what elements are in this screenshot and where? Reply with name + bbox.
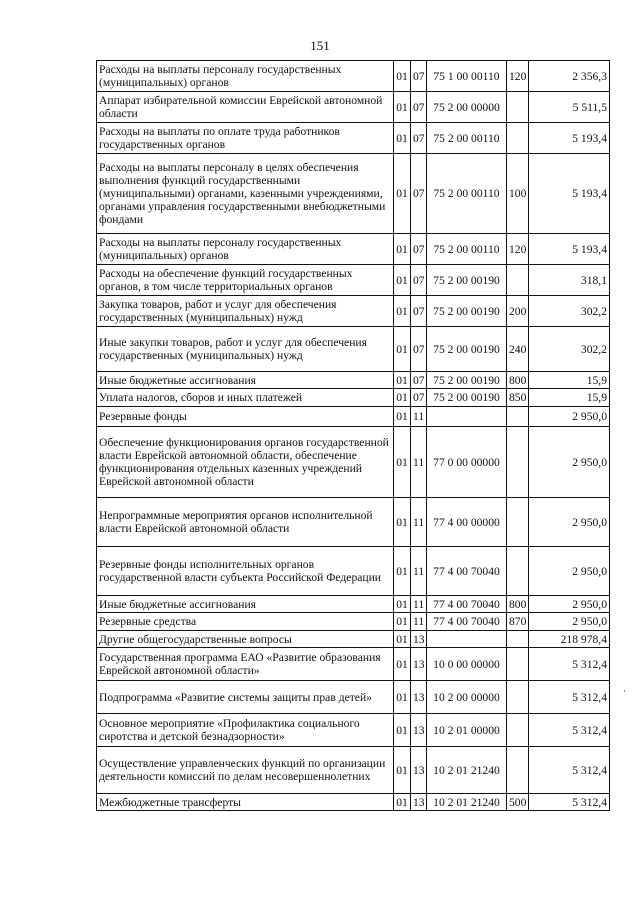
table-row bbox=[97, 427, 610, 498]
row-target-article-code: 75 2 00 00190 bbox=[427, 296, 507, 327]
row-name: Иные бюджетные ассигнования bbox=[97, 596, 394, 613]
row-section-code: 01 bbox=[394, 61, 411, 92]
row-expense-type-code bbox=[507, 407, 529, 427]
row-subsection-code: 11 bbox=[411, 596, 427, 613]
row-subsection-code: 07 bbox=[411, 92, 427, 123]
row-subsection-code: 11 bbox=[411, 407, 427, 427]
row-subsection-code: 07 bbox=[411, 389, 427, 407]
row-name: Расходы на выплаты персоналу государственных (муниципальных) органов bbox=[97, 234, 394, 265]
page-number: 151 bbox=[310, 38, 330, 53]
row-amount: 5 312,4 bbox=[529, 681, 610, 714]
row-expense-type-code: 200 bbox=[507, 296, 529, 327]
row-section-code: 01 bbox=[394, 372, 411, 389]
row-amount: 2 950,0 bbox=[529, 427, 610, 498]
row-expense-type-code: 100 bbox=[507, 154, 529, 234]
row-section-code: 01 bbox=[394, 596, 411, 613]
row-target-article-code: 75 2 00 00190 bbox=[427, 372, 507, 389]
row-subsection-code: 11 bbox=[411, 613, 427, 631]
row-subsection-code: 13 bbox=[411, 747, 427, 794]
row-expense-type-code bbox=[507, 681, 529, 714]
row-expense-type-code bbox=[507, 547, 529, 596]
table-row bbox=[97, 648, 610, 681]
row-amount: 15,9 bbox=[529, 389, 610, 407]
row-target-article-code: 75 2 00 00190 bbox=[427, 389, 507, 407]
row-name: Аппарат избирательной комиссии Еврейской автономной области bbox=[97, 92, 394, 123]
row-section-code: 01 bbox=[394, 547, 411, 596]
table-row bbox=[97, 747, 610, 794]
row-expense-type-code: 120 bbox=[507, 61, 529, 92]
row-subsection-code: 13 bbox=[411, 794, 427, 811]
row-subsection-code: 13 bbox=[411, 681, 427, 714]
table-row bbox=[97, 123, 610, 154]
row-section-code: 01 bbox=[394, 265, 411, 296]
row-amount: 5 193,4 bbox=[529, 234, 610, 265]
row-expense-type-code: 870 bbox=[507, 613, 529, 631]
table-row bbox=[97, 234, 610, 265]
table-row bbox=[97, 547, 610, 596]
row-name: Осуществление управленческих функций по организации деятельности комиссий по делам несовершеннолетних bbox=[97, 747, 394, 794]
row-name: Другие общегосударственные вопросы bbox=[97, 631, 394, 648]
table-row bbox=[97, 681, 610, 714]
row-amount: 218 978,4 bbox=[529, 631, 610, 648]
row-section-code: 01 bbox=[394, 407, 411, 427]
row-amount: 5 193,4 bbox=[529, 123, 610, 154]
row-amount: 2 950,0 bbox=[529, 547, 610, 596]
row-amount: 5 312,4 bbox=[529, 747, 610, 794]
table-row bbox=[97, 596, 610, 613]
row-name: Непрограммные мероприятия органов исполнительной власти Еврейской автономной области bbox=[97, 498, 394, 547]
row-expense-type-code: 850 bbox=[507, 389, 529, 407]
row-subsection-code: 11 bbox=[411, 427, 427, 498]
row-name: Основное мероприятие «Профилактика социального сиротства и детской безнадзорности» bbox=[97, 714, 394, 747]
table-row bbox=[97, 631, 610, 648]
row-amount: 318,1 bbox=[529, 265, 610, 296]
row-target-article-code: 10 2 01 21240 bbox=[427, 747, 507, 794]
row-expense-type-code bbox=[507, 631, 529, 648]
table-row bbox=[97, 794, 610, 811]
table-row bbox=[97, 372, 610, 389]
budget-table bbox=[96, 60, 610, 811]
row-name: Расходы на обеспечение функций государственных органов, в том числе территориальных органов bbox=[97, 265, 394, 296]
row-target-article-code: 10 2 00 00000 bbox=[427, 681, 507, 714]
row-amount: 2 356,3 bbox=[529, 61, 610, 92]
row-subsection-code: 07 bbox=[411, 234, 427, 265]
row-name: Закупка товаров, работ и услуг для обеспечения государственных (муниципальных) нужд bbox=[97, 296, 394, 327]
row-section-code: 01 bbox=[394, 714, 411, 747]
row-subsection-code: 13 bbox=[411, 714, 427, 747]
row-amount: 302,2 bbox=[529, 327, 610, 372]
row-expense-type-code bbox=[507, 265, 529, 296]
table-row bbox=[97, 296, 610, 327]
row-expense-type-code: 800 bbox=[507, 372, 529, 389]
row-section-code: 01 bbox=[394, 154, 411, 234]
row-subsection-code: 11 bbox=[411, 547, 427, 596]
row-target-article-code: 10 2 01 21240 bbox=[427, 794, 507, 811]
row-expense-type-code bbox=[507, 498, 529, 547]
row-name: Резервные средства bbox=[97, 613, 394, 631]
row-section-code: 01 bbox=[394, 123, 411, 154]
row-name: Иные бюджетные ассигнования bbox=[97, 372, 394, 389]
row-name: Резервные фонды bbox=[97, 407, 394, 427]
budget-table-body bbox=[97, 61, 610, 811]
row-section-code: 01 bbox=[394, 296, 411, 327]
row-amount: 5 511,5 bbox=[529, 92, 610, 123]
row-amount: 5 312,4 bbox=[529, 714, 610, 747]
table-row bbox=[97, 613, 610, 631]
row-section-code: 01 bbox=[394, 234, 411, 265]
table-row bbox=[97, 389, 610, 407]
row-section-code: 01 bbox=[394, 427, 411, 498]
row-target-article-code: 77 4 00 70040 bbox=[427, 596, 507, 613]
row-subsection-code: 13 bbox=[411, 648, 427, 681]
row-target-article-code: 75 2 00 00190 bbox=[427, 327, 507, 372]
row-amount: 5 312,4 bbox=[529, 648, 610, 681]
margin-dot: · bbox=[623, 686, 626, 696]
table-row bbox=[97, 265, 610, 296]
row-subsection-code: 13 bbox=[411, 631, 427, 648]
row-amount: 2 950,0 bbox=[529, 498, 610, 547]
row-target-article-code: 75 2 00 00000 bbox=[427, 92, 507, 123]
table-row bbox=[97, 714, 610, 747]
row-section-code: 01 bbox=[394, 681, 411, 714]
row-subsection-code: 07 bbox=[411, 296, 427, 327]
row-target-article-code: 10 0 00 00000 bbox=[427, 648, 507, 681]
row-amount: 5 193,4 bbox=[529, 154, 610, 234]
row-name: Государственная программа ЕАО «Развитие образования Еврейской автономной области» bbox=[97, 648, 394, 681]
table-row bbox=[97, 407, 610, 427]
row-amount: 2 950,0 bbox=[529, 407, 610, 427]
row-expense-type-code bbox=[507, 123, 529, 154]
row-name: Уплата налогов, сборов и иных платежей bbox=[97, 389, 394, 407]
row-subsection-code: 11 bbox=[411, 498, 427, 547]
row-subsection-code: 07 bbox=[411, 61, 427, 92]
row-section-code: 01 bbox=[394, 92, 411, 123]
row-name: Иные закупки товаров, работ и услуг для обеспечения государственных (муниципальных) нужд bbox=[97, 327, 394, 372]
row-expense-type-code: 120 bbox=[507, 234, 529, 265]
table-row bbox=[97, 92, 610, 123]
table-row bbox=[97, 61, 610, 92]
row-expense-type-code bbox=[507, 747, 529, 794]
row-amount: 15,9 bbox=[529, 372, 610, 389]
row-target-article-code: 75 2 00 00110 bbox=[427, 154, 507, 234]
row-target-article-code: 75 2 00 00110 bbox=[427, 234, 507, 265]
row-target-article-code: 77 0 00 00000 bbox=[427, 427, 507, 498]
row-name: Резервные фонды исполнительных органов государственной власти субъекта Российской Федерации bbox=[97, 547, 394, 596]
row-name: Расходы на выплаты по оплате труда работников государственных органов bbox=[97, 123, 394, 154]
row-subsection-code: 07 bbox=[411, 265, 427, 296]
row-section-code: 01 bbox=[394, 389, 411, 407]
table-row bbox=[97, 498, 610, 547]
row-section-code: 01 bbox=[394, 498, 411, 547]
row-name: Расходы на выплаты персоналу в целях обеспечения выполнения функций государственными (муниципальными) органами, казенными учреждениями, органами управления государственными внебюджетными фондами bbox=[97, 154, 394, 234]
row-amount: 2 950,0 bbox=[529, 613, 610, 631]
row-section-code: 01 bbox=[394, 613, 411, 631]
row-target-article-code: 75 1 00 00110 bbox=[427, 61, 507, 92]
row-target-article-code: 75 2 00 00190 bbox=[427, 265, 507, 296]
row-target-article-code: 10 2 01 00000 bbox=[427, 714, 507, 747]
row-expense-type-code: 500 bbox=[507, 794, 529, 811]
row-subsection-code: 07 bbox=[411, 123, 427, 154]
row-amount: 5 312,4 bbox=[529, 794, 610, 811]
row-target-article-code: 77 4 00 70040 bbox=[427, 547, 507, 596]
table-row bbox=[97, 327, 610, 372]
row-expense-type-code bbox=[507, 648, 529, 681]
row-target-article-code bbox=[427, 407, 507, 427]
row-name: Подпрограмма «Развитие системы защиты прав детей» bbox=[97, 681, 394, 714]
row-target-article-code: 77 4 00 70040 bbox=[427, 613, 507, 631]
row-name: Обеспечение функционирования органов государственной власти Еврейской автономной области, обеспечение функционирования отдельных казенных учреждений Еврейской автономной области bbox=[97, 427, 394, 498]
row-expense-type-code bbox=[507, 427, 529, 498]
row-section-code: 01 bbox=[394, 327, 411, 372]
row-target-article-code bbox=[427, 631, 507, 648]
row-section-code: 01 bbox=[394, 648, 411, 681]
table-row bbox=[97, 154, 610, 234]
row-target-article-code: 77 4 00 00000 bbox=[427, 498, 507, 547]
row-amount: 2 950,0 bbox=[529, 596, 610, 613]
row-subsection-code: 07 bbox=[411, 154, 427, 234]
row-expense-type-code bbox=[507, 714, 529, 747]
row-amount: 302,2 bbox=[529, 296, 610, 327]
row-name: Расходы на выплаты персоналу государственных (муниципальных) органов bbox=[97, 61, 394, 92]
row-name: Межбюджетные трансферты bbox=[97, 794, 394, 811]
row-section-code: 01 bbox=[394, 631, 411, 648]
row-target-article-code: 75 2 00 00110 bbox=[427, 123, 507, 154]
row-section-code: 01 bbox=[394, 794, 411, 811]
row-section-code: 01 bbox=[394, 747, 411, 794]
row-expense-type-code: 240 bbox=[507, 327, 529, 372]
row-subsection-code: 07 bbox=[411, 372, 427, 389]
row-expense-type-code bbox=[507, 92, 529, 123]
row-expense-type-code: 800 bbox=[507, 596, 529, 613]
row-subsection-code: 07 bbox=[411, 327, 427, 372]
